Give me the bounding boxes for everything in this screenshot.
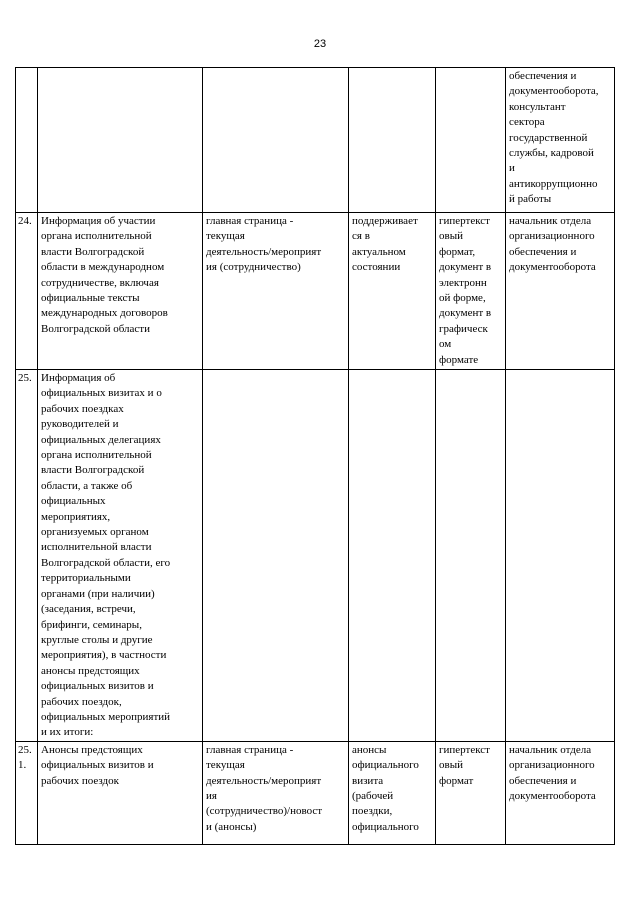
responsible-cell: начальник отдела организационного обеспечения и документооборота: [506, 741, 615, 844]
table-row: [16, 68, 615, 213]
table-row: [16, 370, 615, 742]
location-cell: главная страница - текущая деятельность/мероприят ия (сотрудничество)/новост и (анонсы): [203, 741, 349, 844]
periodicity-cell: [349, 370, 436, 742]
page-number: 23: [313, 38, 327, 50]
row-number-cell: 25. 1.: [16, 741, 38, 844]
periodicity-cell: поддерживает ся в актуальном состоянии: [349, 213, 436, 370]
location-cell: [203, 370, 349, 742]
row-number-cell: [16, 68, 38, 213]
responsible-cell: [506, 370, 615, 742]
format-cell: гипертекст овый формат, документ в электронн ой форме, документ в графическ ом формате: [436, 213, 506, 370]
periodicity-cell: [349, 68, 436, 213]
info-name-cell: Анонсы предстоящих официальных визитов и рабочих поездок: [38, 741, 203, 844]
document-table: [15, 67, 615, 845]
row-number-cell: 25.: [16, 370, 38, 742]
format-cell: [436, 68, 506, 213]
info-name-cell: Информация об участии органа исполнительной власти Волгоградской области в международном сотрудничестве, включая официальные тексты международных договоров Волгоградской области: [38, 213, 203, 370]
responsible-cell: начальник отдела организационного обеспечения и документооборота: [506, 213, 615, 370]
format-cell: гипертекст овый формат: [436, 741, 506, 844]
table-row: [16, 213, 615, 370]
format-cell: [436, 370, 506, 742]
table-row: [16, 741, 615, 844]
row-number-cell: 24.: [16, 213, 38, 370]
location-cell: главная страница - текущая деятельность/мероприят ия (сотрудничество): [203, 213, 349, 370]
responsible-cell: обеспечения и документооборота, консультант сектора государственной службы, кадровой и антикоррупционно й работы: [506, 68, 615, 213]
location-cell: [203, 68, 349, 213]
info-name-cell: Информация об официальных визитах и о рабочих поездках руководителей и официальных делегациях органа исполнительной власти Волгоградской области, а также об официальных мероприятиях, организуемых органом исполнительной власти Волгоградской области, его территориальными органами (при наличии) (заседания, встречи, брифинги, семинары, круглые столы и другие мероприятия), в частности анонсы предстоящих официальных визитов и рабочих поездок, официальных мероприятий и их итоги:: [38, 370, 203, 742]
info-name-cell: [38, 68, 203, 213]
periodicity-cell: анонсы официального визита (рабочей поездки, официального: [349, 741, 436, 844]
